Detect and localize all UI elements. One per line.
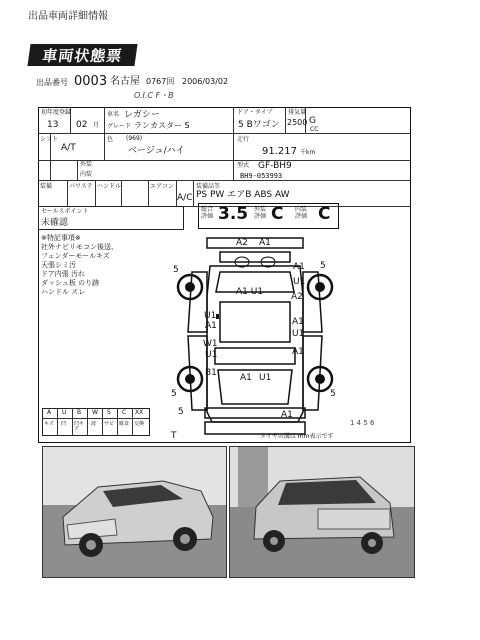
session: 0767回 <box>146 77 175 86</box>
car-front-image <box>43 447 226 577</box>
sheet-banner: 車両状態票 <box>27 44 137 66</box>
exterior-label: 外装評価 <box>254 206 267 220</box>
legend-meaning-5: 腐食 <box>119 421 130 427</box>
mark-w1: W1 <box>203 339 218 349</box>
car-photo-front <box>42 446 227 578</box>
grade-label: グレード <box>107 123 132 130</box>
mark-u1-b: U1 <box>205 350 218 360</box>
year-value: 13 <box>47 120 59 130</box>
mark-rear-u1: U1 <box>259 373 272 383</box>
lot-number: 0003 <box>74 74 108 89</box>
ext-label: 外装 <box>80 161 93 168</box>
sales-point-label: セールスポイント <box>41 208 89 215</box>
page-title: 出品車両詳細情報 <box>28 11 108 22</box>
side-note: 1 4 5 6 <box>350 419 375 427</box>
interior-label: 内装評価 <box>295 206 308 220</box>
mark-r3-a1: A1 <box>292 347 304 357</box>
mark-rear-a1: A1 <box>240 373 252 383</box>
overall-grade: 3.5 <box>218 204 249 224</box>
tire-front-right: 5 <box>320 261 326 271</box>
mark-top-a1: A1 <box>259 238 271 248</box>
legend-code-2: B <box>77 409 82 416</box>
interior-grade: C <box>318 204 331 224</box>
mark-r2-u1: U1 <box>292 329 305 339</box>
mark-bottom-a1: A1 <box>281 410 293 420</box>
legend-meaning-1: 凹 <box>61 421 67 427</box>
exterior-grade: C <box>271 204 284 224</box>
mark-right-a2: A2 <box>291 292 303 302</box>
legend-meaning-2: 凹キズ <box>74 421 85 432</box>
mark-hood-a1-u1: A1 U1 <box>236 287 264 297</box>
model-label: 車名 <box>107 111 120 118</box>
tire-spare: 5 <box>178 407 184 417</box>
options-label: 装備品等 <box>196 183 221 190</box>
tire-rear-left: 5 <box>171 389 177 399</box>
model-value: レガシー <box>124 110 161 120</box>
legend-code-1: U <box>62 409 67 416</box>
aircon-value: A/C <box>177 193 193 203</box>
legend-meaning-4: サビ <box>104 421 115 427</box>
tire-caption: タイヤの溝は mm表示です <box>260 433 334 440</box>
mark-left-u1: U1 <box>204 311 217 321</box>
legend-code-6: XX <box>135 409 144 416</box>
overall-label: 総合評価 <box>201 206 214 220</box>
special-note-2: 天張シミ汚 <box>41 261 76 269</box>
color-label: 色 <box>107 136 114 143</box>
shift-value: A/T <box>61 143 76 153</box>
handwritten-note: O.I.C F・B <box>134 91 174 100</box>
venue: 名古屋 <box>110 76 140 87</box>
sales-point-value: 未確認 <box>41 218 69 228</box>
mark-right-a1: A1 <box>293 262 305 272</box>
special-note-1: フェンダーモールキズ <box>41 252 110 260</box>
mark-r2-a1: A1 <box>292 317 304 327</box>
legend-meaning-6: 交換 <box>134 421 145 427</box>
mark-right-u1: U1 <box>293 277 306 287</box>
km-label: 走行 <box>237 136 250 143</box>
mark-left-a1: A1 <box>205 321 217 331</box>
t-mark: T <box>171 431 177 441</box>
special-note-0: 社外ナビリモコン後送、 <box>41 243 118 251</box>
equip-label-0: 装備 <box>40 183 53 190</box>
month-unit: 月 <box>93 122 100 129</box>
km-unit: 千km <box>300 149 316 156</box>
displacement-label: 排気量 <box>288 109 307 116</box>
car-damage-diagram <box>170 232 345 442</box>
month-value: 02 <box>76 120 88 130</box>
chassis-number: BH9-053993 <box>240 172 283 180</box>
mark-top-a2: A2 <box>236 238 248 248</box>
color-code: (969) <box>126 135 143 142</box>
tire-rear-right: 5 <box>330 389 336 399</box>
legend-code-4: S <box>107 409 111 416</box>
cc-unit: CC <box>310 126 319 133</box>
special-note-5: ハンドル スレ <box>41 288 86 296</box>
legend-code-5: C <box>122 409 127 416</box>
legend-code-3: W <box>92 409 98 416</box>
auction-date: 2006/03/02 <box>182 77 229 86</box>
int-label: 内装 <box>80 171 93 178</box>
special-notes-label: ※特記事項※ <box>41 234 81 242</box>
year-label: 初年度登録 <box>41 109 72 116</box>
door-type-value: 5 Bワゴン <box>238 120 280 130</box>
equip-label-1: パワステ <box>69 183 93 190</box>
kata-value: GF-BH9 <box>258 161 292 171</box>
lot-label: 出品番号 <box>36 78 68 87</box>
mark-b1: B1 <box>205 368 217 378</box>
grade-value: ランカスター S <box>134 121 190 130</box>
equip-label-2: ハンドル <box>97 183 122 190</box>
special-note-3: ドア内張 汚れ <box>41 270 86 278</box>
color-value: ベージュ/ハイ <box>128 146 185 156</box>
car-rear-image <box>230 447 414 577</box>
car-photo-rear <box>229 446 415 578</box>
options-value: PS PW エアB ABS AW <box>196 190 290 200</box>
legend-code-0: A <box>47 409 52 416</box>
door-type-label: ドア・タイプ <box>237 109 273 116</box>
kata-label: 型式 <box>237 162 250 169</box>
equip-label-3: エアコン <box>150 183 174 190</box>
shift-label: シフト <box>40 136 59 143</box>
fuel-value: G <box>309 116 316 126</box>
legend-meaning-3: 波 <box>91 421 97 427</box>
displacement-value: 2500 <box>287 118 308 127</box>
tire-front-left: 5 <box>173 265 179 275</box>
special-note-4: ダッシュ板 のり跡 <box>41 279 100 287</box>
legend-meaning-0: キズ <box>44 421 54 427</box>
km-value: 91.217 <box>262 146 297 157</box>
